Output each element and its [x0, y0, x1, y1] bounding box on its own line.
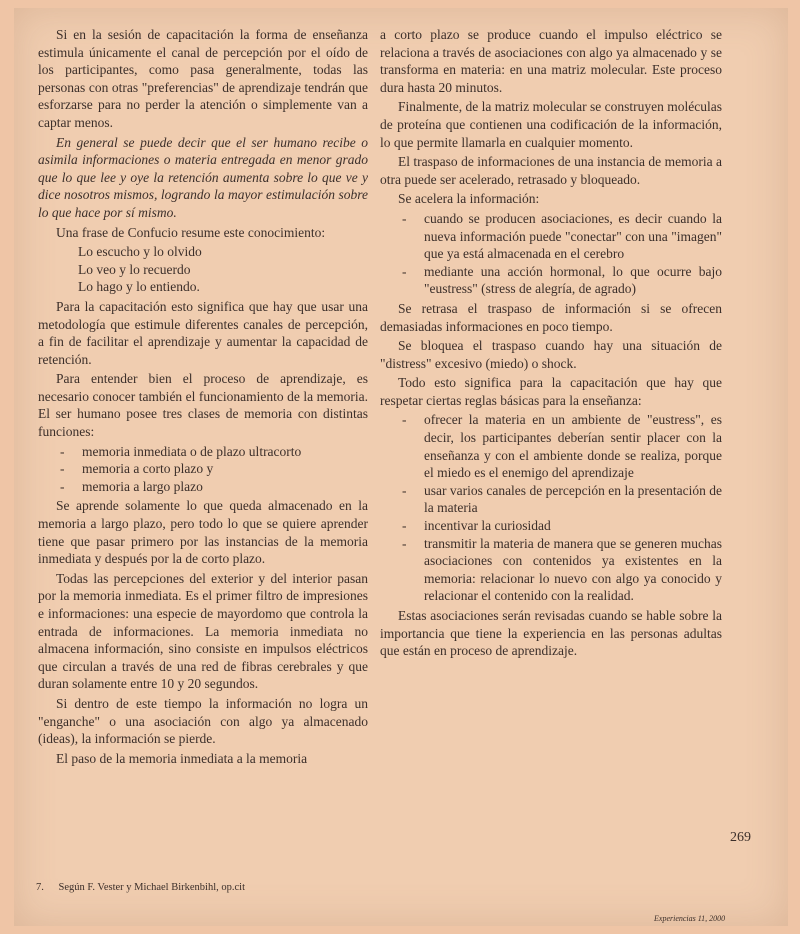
paragraph: Para entender bien el proceso de aprendizaje, es necesario conocer también el funcionamiento de la memoria. El ser humano posee tres clases de memoria con distintas funciones: — [38, 371, 368, 440]
paragraph: Se retrasa el traspaso de información si se ofrecen demasiadas informaciones en poco tiempo. — [380, 300, 722, 334]
list-item: - memoria a corto plazo y — [60, 460, 368, 478]
left-column — [38, 26, 368, 769]
paragraph: Para la capacitación esto significa que hay que usar una metodología que estimule diferentes canales de percepción, a fin de facilitar el aprendizaje y aumentar la capacidad de retención. — [38, 298, 368, 367]
paragraph: Si en la sesión de capacitación la forma de enseñanza estimula únicamente el canal de percepción por el oído de los participantes, como pasa generalmente, todas las personas con otras "preferencias" de aprendizaje tendrán que esforzarse para no perder la atención o simplemente van a captar menos. — [38, 27, 368, 130]
paragraph: Se aprende solamente lo que queda almacenado en la memoria a largo plazo, pero todo lo que se quiere aprender tiene que pasar primero por las instancias de la memoria inmediata y después por la de corto plazo. — [38, 498, 368, 567]
footnote-text: Según F. Vester y Michael Birkenbihl, op.cit — [58, 882, 245, 893]
list-item: - ofrecer la materia en un ambiente de "eustress", es decir, los participantes deberían sentir placer con la enseñanza y con el ambiente donde se realiza, porque el miedo es el enemigo del aprendizaje — [402, 411, 722, 481]
list-item: - memoria inmediata o de plazo ultracorto — [60, 443, 368, 461]
list-item: - usar varios canales de percepción en la presentación de la materia — [402, 482, 722, 517]
paragraph: Una frase de Confucio resume este conocimiento: — [56, 224, 326, 240]
list-item: - incentivar la curiosidad — [402, 517, 722, 535]
page-number: 269 — [730, 830, 751, 845]
quote-line: Lo escucho y lo olvido — [78, 244, 202, 260]
paragraph: Se bloquea el traspaso cuando hay una situación de "distress" excesivo (miedo) o shock. — [380, 338, 722, 371]
acceleration-list — [380, 210, 722, 298]
right-column — [380, 26, 722, 662]
paragraph: El paso de la memoria inmediata a la memoria — [56, 750, 308, 766]
footnote-number: 7. — [36, 882, 44, 893]
quote-line: Lo hago y lo entiendo. — [78, 279, 200, 295]
teaching-rules-list — [380, 411, 722, 605]
paragraph-italic: En general se puede decir que el ser humano recibe o asimila informaciones o materia entregada en menor grado que lo que lee y oye la retención aumenta sobre lo que ve y dice nosotros mismos, logrando la mayor estimulación sobre lo que hace por sí mismo. — [38, 134, 368, 220]
paragraph: Estas asociaciones serán revisadas cuando se hable sobre la importancia que tiene la experiencia en las personas adultas que están en proceso de aprendizaje. — [380, 608, 722, 659]
list-item: - mediante una acción hormonal, lo que ocurre bajo "eustress" (stress de alegría, de agrado) — [402, 263, 722, 298]
list-item: - cuando se producen asociaciones, es decir cuando la nueva información puede "conectar" con una "imagen" que ya está almacenada en el cerebro — [402, 210, 722, 263]
paragraph: Se acelera la información: — [398, 191, 540, 207]
paragraph: a corto plazo se produce cuando el impulso eléctrico se relaciona a través de asociaciones con algo ya almacenado y se transforma en materia: en una matriz molecular. Este proceso dura hasta 20 minutos. — [380, 27, 722, 95]
list-item: - transmitir la materia de manera que se generen muchas asociaciones con contenidos ya existentes en la memoria: relacionar lo nuevo con algo ya conocido y relacionar el contenido con la realidad. — [402, 535, 722, 605]
book-page — [14, 8, 788, 926]
paragraph: Todo esto significa para la capacitación que hay que respetar ciertas reglas básicas para la enseñanza: — [380, 375, 722, 408]
confucius-quote — [38, 243, 368, 296]
journal-footer: Experiencias 11, 2000 — [654, 914, 726, 923]
paragraph: Si dentro de este tiempo la información no logra un "enganche" o una asociación con algo ya almacenado (ideas), la información se pierde. — [38, 695, 368, 747]
quote-line: Lo veo y lo recuerdo — [78, 261, 191, 277]
list-item: - memoria a largo plazo — [60, 478, 368, 496]
paragraph: Finalmente, de la matriz molecular se construyen moléculas de proteína que contienen una codificación de la información, lo que permite llamarla en cualquier momento. — [380, 99, 722, 150]
memory-types-list — [38, 443, 368, 496]
paragraph: El traspaso de informaciones de una instancia de memoria a otra puede ser acelerado, retrasado y bloqueado. — [380, 154, 722, 187]
paragraph: Todas las percepciones del exterior y del interior pasan por la memoria inmediata. Es el primer filtro de impresiones e informaciones: una especie de mayordomo que controla la entrada de informaciones. La memoria inmediata no almacena información, sino consiste en impulsos eléctricos que circulan a través de una red de fibras cerebrales y que duran solamente entre 10 y 20 segundos. — [38, 570, 368, 692]
footnote — [36, 882, 245, 893]
